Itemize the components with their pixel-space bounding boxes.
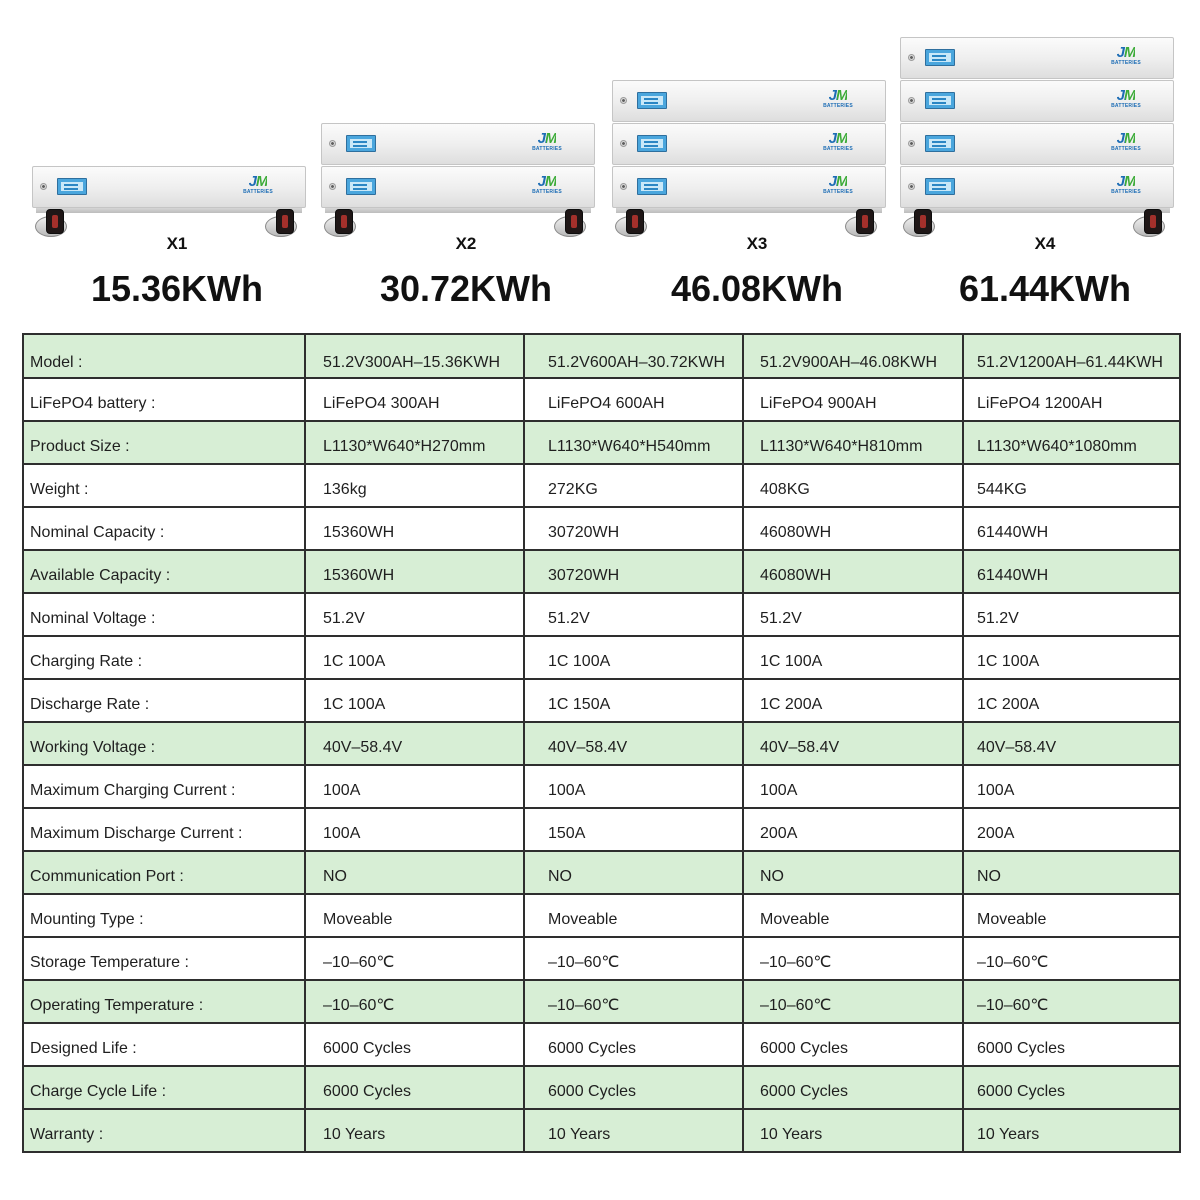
spec-value: 6000 Cycles [744,1067,964,1110]
brand-logo-mark: JM [1116,87,1136,104]
stack-base [325,208,591,213]
spec-value: Moveable [964,895,1181,938]
battery-module [321,166,595,208]
config-multiplier-label: X2 [455,234,477,253]
config-x3 [612,0,902,320]
brand-logo [528,131,566,157]
spec-value: –10–60℃ [525,938,744,981]
battery-configurations [0,0,1200,320]
spec-value: 6000 Cycles [306,1067,525,1110]
spec-value: 272KG [525,465,744,508]
brand-logo-mark: JM [828,130,848,147]
caster-wheel-right-icon [554,209,590,238]
spec-value: 51.2V900AH–46.08KWH [744,335,964,379]
spec-label: Working Voltage : [24,723,306,766]
spec-label: Mounting Type : [24,895,306,938]
battery-stack [32,165,306,208]
caster-wheel [565,209,583,234]
spec-value: LiFePO4 1200AH [964,379,1181,422]
brand-logo-tagline: BATTERIES [823,146,853,152]
spec-value: L1130*W640*H270mm [306,422,525,465]
spec-label: Storage Temperature : [24,938,306,981]
spec-value: 51.2V [525,594,744,637]
spec-label: Available Capacity : [24,551,306,594]
spec-value: 100A [744,766,964,809]
power-indicator-icon [908,183,915,190]
spec-label: Nominal Capacity : [24,508,306,551]
spec-value: 200A [964,809,1181,852]
lcd-display [925,178,955,195]
power-indicator-icon [329,183,336,190]
spec-value: Moveable [744,895,964,938]
power-indicator-icon [620,140,627,147]
spec-value: 6000 Cycles [744,1024,964,1067]
caster-wheel-left-icon [324,209,360,238]
lcd-display [925,135,955,152]
spec-value: Moveable [525,895,744,938]
spec-value: NO [744,852,964,895]
spec-label: Weight : [24,465,306,508]
spec-value: 6000 Cycles [525,1067,744,1110]
brand-logo-tagline: BATTERIES [243,189,273,195]
config-capacity: 15.36KWh [90,268,264,309]
brand-logo-tagline: BATTERIES [532,189,562,195]
caster-wheel-right-icon [845,209,881,238]
lcd-display [925,49,955,66]
spec-value: 10 Years [525,1110,744,1153]
spec-label: Charge Cycle Life : [24,1067,306,1110]
spec-value: 15360WH [306,508,525,551]
caster-wheel-left-icon [615,209,651,238]
spec-value: 100A [306,766,525,809]
caster-wheel [626,209,644,234]
spec-value: 1C 200A [964,680,1181,723]
battery-module [612,80,886,122]
spec-value: 10 Years [964,1110,1181,1153]
battery-stack [900,36,1174,208]
brand-logo [1107,131,1145,157]
brand-logo-tagline: BATTERIES [1111,189,1141,195]
spec-value: 1C 100A [964,637,1181,680]
spec-value: –10–60℃ [306,938,525,981]
brand-logo [1107,45,1145,71]
spec-value: 1C 150A [525,680,744,723]
brand-logo-tagline: BATTERIES [1111,146,1141,152]
spec-value: 51.2V [964,594,1181,637]
spec-value: 200A [744,809,964,852]
spec-value: LiFePO4 300AH [306,379,525,422]
spec-value: 61440WH [964,508,1181,551]
brand-logo-tagline: BATTERIES [823,189,853,195]
caster-wheel-right-icon [1133,209,1169,238]
spec-value: 136kg [306,465,525,508]
spec-value: 40V–58.4V [964,723,1181,766]
brand-logo-mark: JM [1116,44,1136,61]
spec-value: 51.2V600AH–30.72KWH [525,335,744,379]
spec-value: Moveable [306,895,525,938]
brand-logo-tagline: BATTERIES [1111,103,1141,109]
battery-module [612,166,886,208]
stack-base [616,208,882,213]
spec-value: 61440WH [964,551,1181,594]
spec-value: L1130*W640*H810mm [744,422,964,465]
spec-label: Maximum Discharge Current : [24,809,306,852]
spec-value: 1C 100A [306,680,525,723]
power-indicator-icon [908,97,915,104]
power-indicator-icon [620,97,627,104]
battery-stack [612,79,886,208]
caster-wheel-right-icon [265,209,301,238]
brand-logo [239,174,277,200]
spec-value: LiFePO4 900AH [744,379,964,422]
caster-wheel [276,209,294,234]
spec-label: Product Size : [24,422,306,465]
brand-logo-mark: JM [537,173,557,190]
brand-logo [1107,88,1145,114]
brand-logo [528,174,566,200]
brand-logo-mark: JM [828,87,848,104]
spec-value: NO [306,852,525,895]
spec-value: 51.2V [306,594,525,637]
spec-value: 100A [525,766,744,809]
spec-value: 40V–58.4V [306,723,525,766]
config-capacity: 46.08KWh [670,268,844,309]
config-x1 [32,0,322,320]
battery-stack [321,122,595,208]
battery-module [900,166,1174,208]
spec-value: 408KG [744,465,964,508]
caster-wheel [46,209,64,234]
battery-module [612,123,886,165]
config-multiplier-label: X1 [166,234,188,253]
spec-value: –10–60℃ [525,981,744,1024]
brand-logo-mark: JM [828,173,848,190]
brand-logo [819,174,857,200]
spec-value: –10–60℃ [744,938,964,981]
spec-value: 150A [525,809,744,852]
spec-label: LiFePO4 battery : [24,379,306,422]
spec-value: 6000 Cycles [964,1067,1181,1110]
spec-value: LiFePO4 600AH [525,379,744,422]
spec-value: 51.2V [744,594,964,637]
lcd-display [346,178,376,195]
spec-label: Designed Life : [24,1024,306,1067]
battery-module [900,80,1174,122]
spec-value: 15360WH [306,551,525,594]
spec-value: 46080WH [744,551,964,594]
spec-value: 6000 Cycles [964,1024,1181,1067]
power-indicator-icon [620,183,627,190]
spec-table [22,333,1181,1153]
spec-label: Model : [24,335,306,379]
spec-value: 6000 Cycles [306,1024,525,1067]
spec-value: L1130*W640*1080mm [964,422,1181,465]
caster-wheel [914,209,932,234]
spec-value: 30720WH [525,551,744,594]
brand-logo-tagline: BATTERIES [823,103,853,109]
config-multiplier-label: X4 [1034,234,1056,253]
battery-module [900,37,1174,79]
spec-label: Charging Rate : [24,637,306,680]
brand-logo [819,88,857,114]
brand-logo [819,131,857,157]
caster-wheel [856,209,874,234]
lcd-display [57,178,87,195]
spec-value: 46080WH [744,508,964,551]
spec-value: –10–60℃ [306,981,525,1024]
spec-label: Operating Temperature : [24,981,306,1024]
spec-label: Discharge Rate : [24,680,306,723]
power-indicator-icon [908,54,915,61]
spec-value: –10–60℃ [744,981,964,1024]
spec-value: –10–60℃ [964,938,1181,981]
brand-logo-mark: JM [537,130,557,147]
spec-value: 6000 Cycles [525,1024,744,1067]
spec-value: 40V–58.4V [525,723,744,766]
config-x4 [900,0,1190,320]
battery-module [321,123,595,165]
spec-value: 100A [306,809,525,852]
spec-value: 1C 100A [744,637,964,680]
battery-module [900,123,1174,165]
spec-value: 51.2V300AH–15.36KWH [306,335,525,379]
spec-value: 1C 200A [744,680,964,723]
spec-value: 30720WH [525,508,744,551]
lcd-display [637,135,667,152]
config-capacity: 30.72KWh [379,268,553,309]
lcd-display [925,92,955,109]
brand-logo-mark: JM [1116,130,1136,147]
brand-logo-mark: JM [248,173,268,190]
spec-value: L1130*W640*H540mm [525,422,744,465]
config-x2 [321,0,611,320]
lcd-display [637,92,667,109]
spec-value: 51.2V1200AH–61.44KWH [964,335,1181,379]
spec-value: 100A [964,766,1181,809]
config-multiplier-label: X3 [746,234,768,253]
spec-value: 1C 100A [306,637,525,680]
brand-logo-mark: JM [1116,173,1136,190]
spec-label: Nominal Voltage : [24,594,306,637]
caster-wheel-left-icon [903,209,939,238]
spec-value: NO [964,852,1181,895]
battery-module [32,166,306,208]
config-capacity: 61.44KWh [958,268,1132,309]
brand-logo-tagline: BATTERIES [532,146,562,152]
spec-label: Maximum Charging Current : [24,766,306,809]
spec-label: Warranty : [24,1110,306,1153]
power-indicator-icon [908,140,915,147]
spec-value: 10 Years [306,1110,525,1153]
spec-value: 544KG [964,465,1181,508]
stack-base [904,208,1170,213]
lcd-display [637,178,667,195]
spec-value: –10–60℃ [964,981,1181,1024]
spec-value: 10 Years [744,1110,964,1153]
caster-wheel [335,209,353,234]
power-indicator-icon [329,140,336,147]
spec-value: 1C 100A [525,637,744,680]
lcd-display [346,135,376,152]
brand-logo [1107,174,1145,200]
power-indicator-icon [40,183,47,190]
spec-value: NO [525,852,744,895]
stack-base [36,208,302,213]
caster-wheel-left-icon [35,209,71,238]
spec-value: 40V–58.4V [744,723,964,766]
brand-logo-tagline: BATTERIES [1111,60,1141,66]
spec-label: Communication Port : [24,852,306,895]
caster-wheel [1144,209,1162,234]
